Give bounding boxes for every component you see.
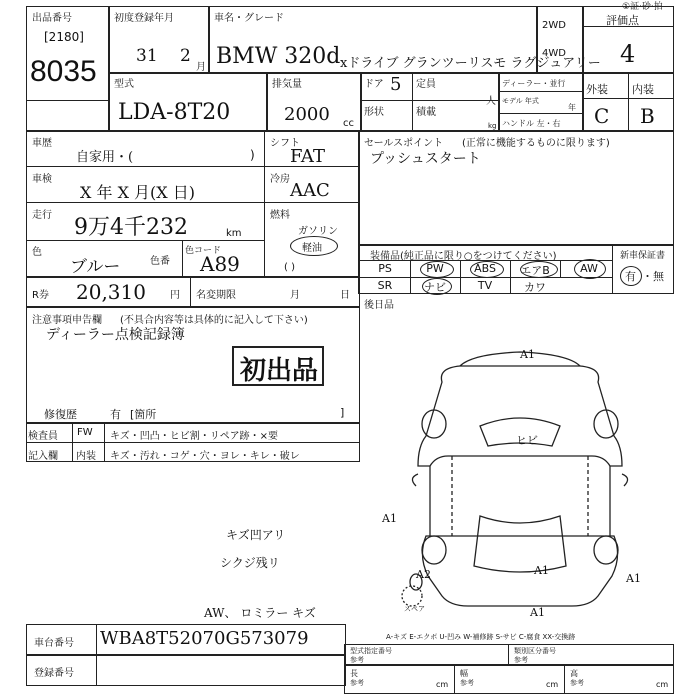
notes-value: ディーラー点検記録簿 bbox=[46, 327, 185, 343]
mileage-label: 走行 bbox=[32, 210, 52, 221]
model-design-ref: 参考 bbox=[350, 656, 364, 664]
length-label: 長 bbox=[350, 669, 358, 678]
chassis-value: WBA8T52070G573079 bbox=[100, 628, 309, 649]
dimensions-box bbox=[344, 664, 674, 694]
inspection-row2: キズ・汚れ・コゲ・穴・ヨレ・キレ・破レ bbox=[110, 451, 300, 462]
yen-unit: 円 bbox=[170, 290, 180, 301]
ac-label: 冷房 bbox=[270, 174, 290, 185]
inspection-label: 車検 bbox=[32, 174, 52, 185]
model-label: 型式 bbox=[114, 79, 134, 90]
stock-label: 出品番号 bbox=[32, 13, 72, 24]
mileage-value: 9万4千232 bbox=[74, 215, 188, 240]
selling-points-value: プッシュスタート bbox=[370, 151, 481, 167]
equip-airbag: エアB bbox=[520, 264, 550, 277]
top-note: ①証·砂·拍 bbox=[622, 2, 663, 12]
equip-tv: TV bbox=[477, 279, 493, 292]
inspection-row1: キズ・凹凸・ヒビ割・リペア跡・×要 bbox=[110, 431, 278, 442]
kg-unit: kg bbox=[488, 122, 497, 130]
drive-box bbox=[536, 6, 584, 74]
interior-label: 内装 bbox=[632, 83, 654, 96]
name-change-label: 名変期限 bbox=[196, 290, 236, 301]
handwritten-aw: AW、 ロミラー キズ bbox=[204, 606, 316, 620]
ac-value: AAC bbox=[290, 180, 330, 201]
width-ref: 参考 bbox=[460, 679, 474, 687]
fuel-gas: ガソリン bbox=[298, 226, 338, 237]
equip-navi: ナビ bbox=[424, 281, 446, 294]
inner-label: 内装 bbox=[76, 451, 96, 462]
displacement-label: 排気量 bbox=[272, 79, 302, 90]
repair-label: 修復歴 bbox=[44, 408, 77, 421]
selling-points-label: セールスポイント bbox=[364, 138, 444, 149]
handwritten-residue: シクジ残リ bbox=[220, 556, 280, 570]
color-code-label: 色コード bbox=[185, 246, 222, 256]
car-name-label: 車名・グレード bbox=[214, 13, 284, 24]
model-year-label: モデル 年式 bbox=[502, 97, 539, 105]
equip-ps: PS bbox=[378, 262, 392, 275]
category-ref: 参考 bbox=[514, 656, 528, 664]
first-reg-label: 初度登録年月 bbox=[114, 13, 174, 24]
rear-seat-label: 後日品 bbox=[364, 300, 394, 311]
warranty-yes: 有 bbox=[625, 270, 636, 283]
mark-rear-right: A1 bbox=[626, 572, 641, 585]
width-cm: cm bbox=[546, 680, 559, 689]
drive-2wd: 2WD bbox=[542, 20, 566, 31]
notes-label: 注意事項申告欄 bbox=[32, 315, 102, 326]
length-cm: cm bbox=[436, 680, 449, 689]
color-code-value: A89 bbox=[200, 252, 240, 276]
shift-value: FAT bbox=[290, 146, 325, 167]
mark-front-top: A1 bbox=[520, 348, 535, 361]
entry-label: 記入欄 bbox=[28, 451, 58, 462]
length-ref: 参考 bbox=[350, 679, 364, 687]
cc-unit: cc bbox=[343, 118, 354, 129]
registration-label: 登録番号 bbox=[34, 668, 74, 679]
fw-label: FW bbox=[77, 427, 93, 438]
exterior-label: 外装 bbox=[586, 83, 608, 96]
first-reg-month: 2 bbox=[180, 46, 191, 66]
recycle-value: 20,310 bbox=[76, 280, 146, 304]
equip-pw: PW bbox=[426, 262, 444, 275]
inspection-value: X 年 X 月(X 日) bbox=[80, 183, 196, 202]
grade: xドライブ グランツーリスモ ラグジュアリー bbox=[340, 56, 601, 71]
equip-leather: カワ bbox=[524, 281, 546, 294]
height-ref: 参考 bbox=[570, 679, 584, 687]
name-change-day: 日 bbox=[340, 290, 350, 301]
fuel-paren: ( ) bbox=[284, 262, 295, 273]
doors-value: 5 bbox=[390, 74, 402, 95]
shape-label: 形状 bbox=[364, 107, 384, 118]
height-cm: cm bbox=[656, 680, 669, 689]
registration-box bbox=[26, 654, 346, 686]
handle-label: ハンドル 左・右 bbox=[502, 119, 561, 128]
warranty-no: ・無 bbox=[642, 270, 664, 283]
interior-value: B bbox=[640, 104, 655, 128]
first-reg-year: 31 bbox=[136, 46, 158, 66]
mark-rear-center: A1 bbox=[534, 564, 549, 577]
displacement-value: 2000 bbox=[284, 104, 330, 125]
color-no-label: 色番 bbox=[150, 256, 170, 267]
width-label: 幅 bbox=[460, 669, 468, 678]
repair-yes: 有 bbox=[110, 408, 121, 421]
score-label: 評価点 bbox=[606, 14, 639, 27]
repair-close: ] bbox=[340, 406, 345, 419]
month-unit: 月 bbox=[196, 62, 206, 73]
mark-rear-bottom: A1 bbox=[530, 606, 545, 619]
notes-sub: (不具合内容等は具体的に記入して下さい) bbox=[120, 315, 308, 326]
color-label: 色 bbox=[32, 247, 42, 258]
equip-sr: SR bbox=[377, 279, 393, 292]
equip-abs: ABS bbox=[474, 262, 496, 275]
color-value: ブルー bbox=[70, 257, 121, 277]
mark-left-door: A1 bbox=[382, 512, 397, 525]
mark-rear-left: A2 bbox=[416, 568, 431, 581]
damage-legend: A-キズ E-エクボ U-凹み W-補修跡 S-サビ C-腐食 XX-交換跡 bbox=[386, 633, 576, 641]
year-unit: 年 bbox=[568, 103, 576, 112]
person-unit: 人 bbox=[486, 96, 496, 107]
history-close: ) bbox=[250, 148, 255, 162]
recycle-label: R券 bbox=[32, 290, 49, 301]
model-design-label: 型式指定番号 bbox=[350, 647, 392, 655]
model-value: LDA-8T20 bbox=[118, 100, 231, 125]
shift-label: シフト bbox=[270, 138, 300, 149]
spare-label: スペア bbox=[404, 605, 425, 613]
category-label: 類別区分番号 bbox=[514, 647, 556, 655]
history-label: 車歴 bbox=[32, 138, 52, 149]
drive-4wd: 4WD bbox=[542, 48, 566, 59]
fuel-diesel: 軽油 bbox=[302, 243, 322, 254]
load-label: 積載 bbox=[416, 107, 436, 118]
warranty-label: 新車保証書 bbox=[620, 251, 666, 261]
capacity-label: 定員 bbox=[416, 79, 436, 90]
history-value: 自家用・( bbox=[76, 150, 134, 165]
model-design-box bbox=[344, 644, 674, 666]
mark-crack: ヒビ bbox=[516, 434, 538, 447]
selling-points-note: (正常に機能するものに限ります) bbox=[462, 138, 610, 149]
km-unit: km bbox=[226, 228, 242, 239]
exterior-value: C bbox=[594, 104, 610, 128]
stock-number: 8035 bbox=[30, 55, 97, 88]
score-value: 4 bbox=[620, 40, 636, 68]
name-change-month: 月 bbox=[290, 290, 300, 301]
dealer-label: ディーラー・並行 bbox=[502, 79, 566, 88]
equipment-label: 装備品(純正品に限り○をつけてください) bbox=[370, 251, 557, 262]
first-listing-text: 初出品 bbox=[240, 356, 319, 386]
handwritten-dent: キズ凹アリ bbox=[226, 528, 286, 542]
fuel-label: 燃料 bbox=[270, 210, 290, 221]
inspector-label: 検査員 bbox=[28, 431, 58, 442]
car-name: BMW 320d bbox=[216, 44, 341, 69]
doors-label: ドア bbox=[364, 79, 384, 90]
equip-aw: AW bbox=[580, 262, 598, 275]
stock-sub: [2180] bbox=[44, 30, 84, 44]
chassis-label: 車台番号 bbox=[34, 638, 74, 649]
repair-place: [箇所 bbox=[130, 408, 157, 421]
left-spacer bbox=[26, 99, 110, 132]
height-label: 高 bbox=[570, 669, 578, 678]
